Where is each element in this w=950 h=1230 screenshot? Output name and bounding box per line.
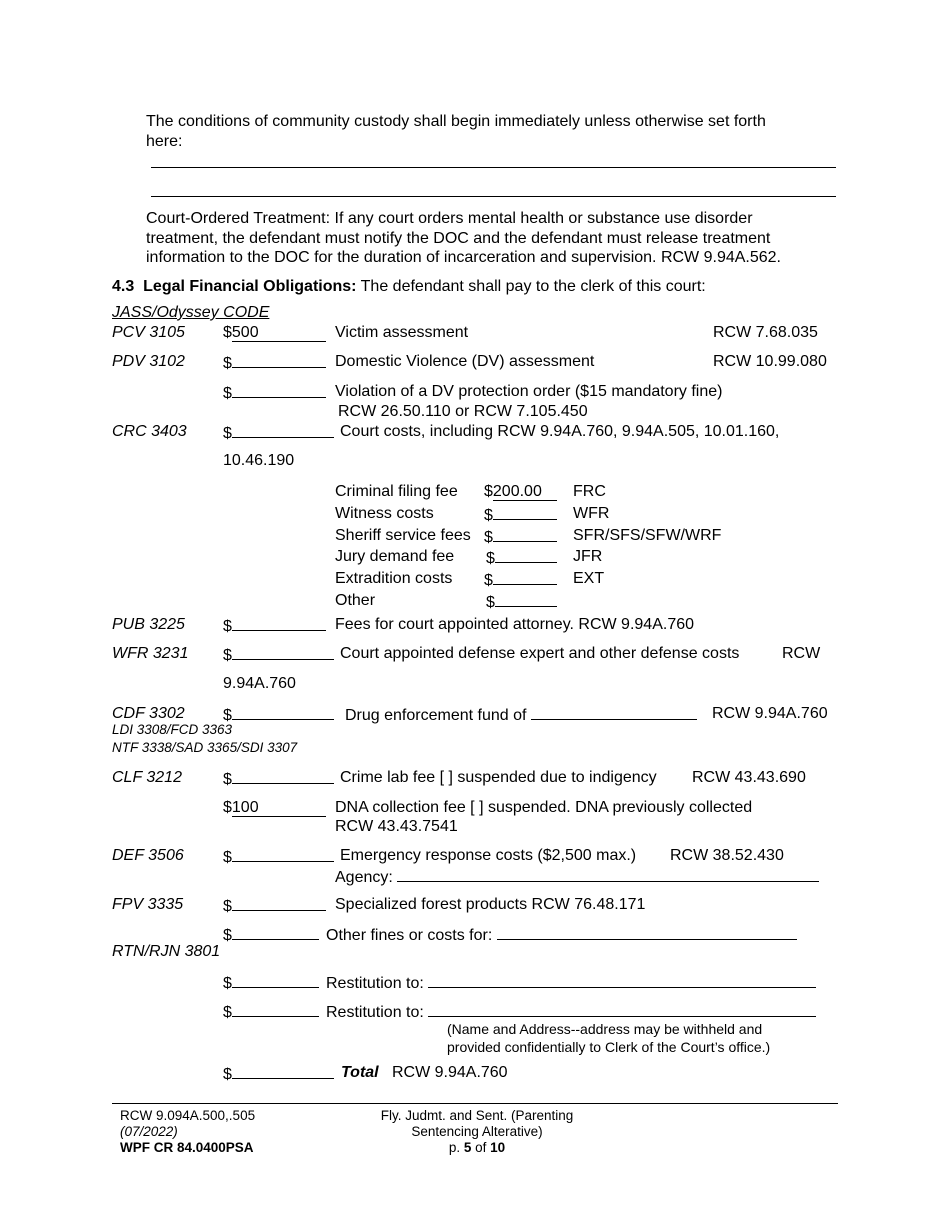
footer-page-total: 10 <box>490 1140 506 1155</box>
cdf-desc-text: Drug enforcement fund of <box>345 707 527 724</box>
dollar-sign: $ <box>223 425 232 442</box>
cdf-fund-blank[interactable] <box>531 704 697 720</box>
cost-label-jury: Jury demand fee <box>335 548 455 565</box>
cdf-amount-blank[interactable] <box>232 704 334 720</box>
pcv-rcw: RCW 7.68.035 <box>713 324 818 341</box>
rest2-to-blank[interactable] <box>428 1001 816 1017</box>
dvpo-amount-blank[interactable] <box>232 382 326 398</box>
dollar-sign: $ <box>223 799 232 816</box>
cost-code-sheriff: SFR/SFS/SFW/WRF <box>573 527 722 544</box>
footer-title-2: Sentencing Alterative) <box>411 1124 543 1139</box>
footer-divider <box>112 1103 838 1104</box>
restitution-note-1: (Name and Address--address may be withheld and <box>447 1021 763 1037</box>
cost-amount-other-blank[interactable] <box>495 591 557 607</box>
cost-amount-jury-blank[interactable] <box>495 547 557 563</box>
cost-amount-witness-blank[interactable] <box>493 504 557 520</box>
custody-start-blank-2[interactable] <box>151 196 836 197</box>
dollar-sign: $ <box>486 594 495 611</box>
cdf-subcodes-1: LDI 3308/FCD 3363 <box>112 722 233 737</box>
treatment-line1: Court-Ordered Treatment: If any court orders mental health or substance use disorder <box>146 210 753 227</box>
dollar-sign: $ <box>486 550 495 567</box>
footer-page-of: of <box>475 1140 487 1155</box>
rest2-desc <box>326 1001 816 1022</box>
def-agency-label: Agency: <box>335 869 393 886</box>
clf-code: CLF 3212 <box>112 769 182 786</box>
dollar-sign: $ <box>223 647 232 664</box>
rest1-amount[interactable] <box>223 972 319 993</box>
dollar-sign: $ <box>223 1004 232 1021</box>
rest1-desc <box>326 972 816 993</box>
custody-start-blank-1[interactable] <box>151 167 836 168</box>
other-desc-text: Other fines or costs for: <box>326 927 493 944</box>
other-amount-blank[interactable] <box>232 924 319 940</box>
cost-amount-other[interactable] <box>486 591 557 612</box>
dollar-sign: $ <box>223 385 232 402</box>
crc-amount[interactable] <box>223 422 334 443</box>
wfr-code: WFR 3231 <box>112 645 189 662</box>
cost-label-witness: Witness costs <box>335 505 434 522</box>
cost-amount-sheriff[interactable] <box>484 526 557 547</box>
cdf-code: CDF 3302 <box>112 705 185 722</box>
def-agency-blank[interactable] <box>397 866 819 882</box>
dollar-sign: $ <box>223 771 232 788</box>
pcv-desc: Victim assessment <box>335 324 469 341</box>
cost-amount-extradition[interactable] <box>484 569 557 590</box>
def-amount-blank[interactable] <box>232 846 334 862</box>
crc-desc: Court costs, including RCW 9.94A.760, 9.94A.505, 10.01.160, <box>340 423 780 440</box>
dna-amount[interactable] <box>223 798 326 817</box>
rest2-amount[interactable] <box>223 1001 319 1022</box>
crc-amount-blank[interactable] <box>232 422 334 438</box>
rest2-amount-blank[interactable] <box>232 1001 319 1017</box>
dollar-sign: $ <box>484 483 493 500</box>
dollar-sign: $ <box>223 849 232 866</box>
cost-amount-extradition-blank[interactable] <box>493 569 557 585</box>
total-label-row <box>341 1063 508 1082</box>
cost-code-filing: FRC <box>573 483 606 500</box>
def-amount[interactable] <box>223 846 334 867</box>
dvpo-rcw: RCW 26.50.110 or RCW 7.105.450 <box>338 403 588 420</box>
fpv-amount[interactable] <box>223 895 326 916</box>
fpv-code: FPV 3335 <box>112 896 184 913</box>
section-heading <box>112 277 706 296</box>
clf-amount[interactable] <box>223 768 334 789</box>
pub-desc: Fees for court appointed attorney. RCW 9.94A.760 <box>335 616 695 633</box>
cost-code-extradition: EXT <box>573 570 605 587</box>
restitution-note-2: provided confidentially to Clerk of the Court’s office.) <box>447 1039 771 1055</box>
dvpo-desc: Violation of a DV protection order ($15 mandatory fine) <box>335 383 723 400</box>
rtn-code: RTN/RJN 3801 <box>112 943 221 960</box>
custody-intro-line2: here: <box>146 133 183 150</box>
cdf-subcodes-2: NTF 3338/SAD 3365/SDI 3307 <box>112 740 298 755</box>
dollar-sign: $ <box>223 324 232 341</box>
dollar-sign: $ <box>223 898 232 915</box>
section-text: The defendant shall pay to the clerk of this court: <box>360 278 706 295</box>
rest1-desc-text: Restitution to: <box>326 975 424 992</box>
cost-code-witness: WFR <box>573 505 610 522</box>
cdf-rcw: RCW 9.94A.760 <box>712 705 828 722</box>
rest2-desc-text: Restitution to: <box>326 1004 424 1021</box>
def-code: DEF 3506 <box>112 847 184 864</box>
dna-desc: DNA collection fee [ ] suspended. DNA previously collected <box>335 799 753 816</box>
wfr-amount-blank[interactable] <box>232 644 334 660</box>
pdv-code: PDV 3102 <box>112 353 185 370</box>
treatment-line2: treatment, the defendant must notify the DOC and the defendant must release treatment <box>146 230 771 247</box>
treatment-line3: information to the DOC for the duration of incarceration and supervision. RCW 9.94A.562. <box>146 249 781 266</box>
footer-page-prefix: p. <box>448 1140 461 1155</box>
other-desc <box>326 924 797 945</box>
footer-date: (07/2022) <box>120 1124 178 1139</box>
cost-label-sheriff: Sheriff service fees <box>335 527 471 544</box>
cost-amount-witness[interactable] <box>484 504 557 525</box>
other-amount[interactable] <box>223 924 319 945</box>
cost-label-extradition: Extradition costs <box>335 570 453 587</box>
pcv-code: PCV 3105 <box>112 324 185 341</box>
footer-page <box>362 1140 592 1156</box>
cost-label-other: Other <box>335 592 376 609</box>
dna-amount-value[interactable]: 100 <box>232 799 326 817</box>
dollar-sign: $ <box>223 927 232 944</box>
clf-amount-blank[interactable] <box>232 768 334 784</box>
jass-code-header: JASS/Odyssey CODE <box>112 304 270 321</box>
pub-code: PUB 3225 <box>112 616 185 633</box>
pdv-amount[interactable] <box>223 352 326 373</box>
pdv-rcw: RCW 10.99.080 <box>713 353 827 370</box>
wfr-desc-cont: 9.94A.760 <box>223 675 296 692</box>
section-title: Legal Financial Obligations: <box>143 278 357 295</box>
fpv-amount-blank[interactable] <box>232 895 326 911</box>
cost-label-filing: Criminal filing fee <box>335 483 458 500</box>
dollar-sign: $ <box>223 355 232 372</box>
cost-amount-filing[interactable] <box>484 482 557 501</box>
cost-amount-jury[interactable] <box>486 547 557 568</box>
pdv-amount-blank[interactable] <box>232 352 326 368</box>
clf-desc: Crime lab fee [ ] suspended due to indigency <box>340 769 657 786</box>
pcv-amount[interactable] <box>223 323 326 342</box>
cost-code-jury: JFR <box>573 548 603 565</box>
other-for-blank[interactable] <box>497 924 797 940</box>
dollar-sign: $ <box>223 618 232 635</box>
pdv-desc: Domestic Violence (DV) assessment <box>335 353 595 370</box>
wfr-amount[interactable] <box>223 644 334 665</box>
dollar-sign: $ <box>223 975 232 992</box>
cost-amount-filing-value[interactable]: 200.00 <box>493 483 557 501</box>
custody-intro-line1: The conditions of community custody shall begin immediately unless otherwise set forth <box>146 113 766 130</box>
wfr-rcw: RCW <box>782 645 821 662</box>
pub-amount-blank[interactable] <box>232 615 326 631</box>
total-label: Total <box>341 1064 379 1081</box>
crc-code: CRC 3403 <box>112 423 187 440</box>
pcv-amount-value[interactable]: 500 <box>232 324 326 342</box>
total-rcw: RCW 9.94A.760 <box>391 1064 508 1081</box>
cdf-amount[interactable] <box>223 704 334 725</box>
def-agency <box>335 866 819 887</box>
def-rcw: RCW 38.52.430 <box>670 847 784 864</box>
section-number: 4.3 <box>112 278 135 295</box>
dna-rcw: RCW 43.43.7541 <box>335 818 458 835</box>
footer-title-1: Fly. Judmt. and Sent. (Parenting <box>380 1108 574 1123</box>
footer-page-number: 5 <box>463 1140 472 1155</box>
dvpo-amount[interactable] <box>223 382 326 403</box>
pub-amount[interactable] <box>223 615 326 636</box>
total-amount[interactable] <box>223 1063 334 1084</box>
dollar-sign: $ <box>484 507 493 524</box>
dollar-sign: $ <box>484 529 493 546</box>
clf-rcw: RCW 43.43.690 <box>692 769 806 786</box>
dollar-sign: $ <box>484 572 493 589</box>
dollar-sign: $ <box>223 707 232 724</box>
cdf-desc <box>345 704 697 725</box>
dollar-sign: $ <box>223 1066 232 1083</box>
rest1-to-blank[interactable] <box>428 972 816 988</box>
crc-desc-cont: 10.46.190 <box>223 452 295 469</box>
footer-rcw: RCW 9.094A.500,.505 <box>120 1108 256 1123</box>
def-desc: Emergency response costs ($2,500 max.) <box>340 847 637 864</box>
fpv-desc: Specialized forest products RCW 76.48.171 <box>335 896 646 913</box>
cost-amount-sheriff-blank[interactable] <box>493 526 557 542</box>
rest1-amount-blank[interactable] <box>232 972 319 988</box>
footer-form-number: WPF CR 84.0400PSA <box>120 1140 254 1155</box>
total-amount-blank[interactable] <box>232 1063 334 1079</box>
wfr-desc: Court appointed defense expert and other defense costs <box>340 645 740 662</box>
